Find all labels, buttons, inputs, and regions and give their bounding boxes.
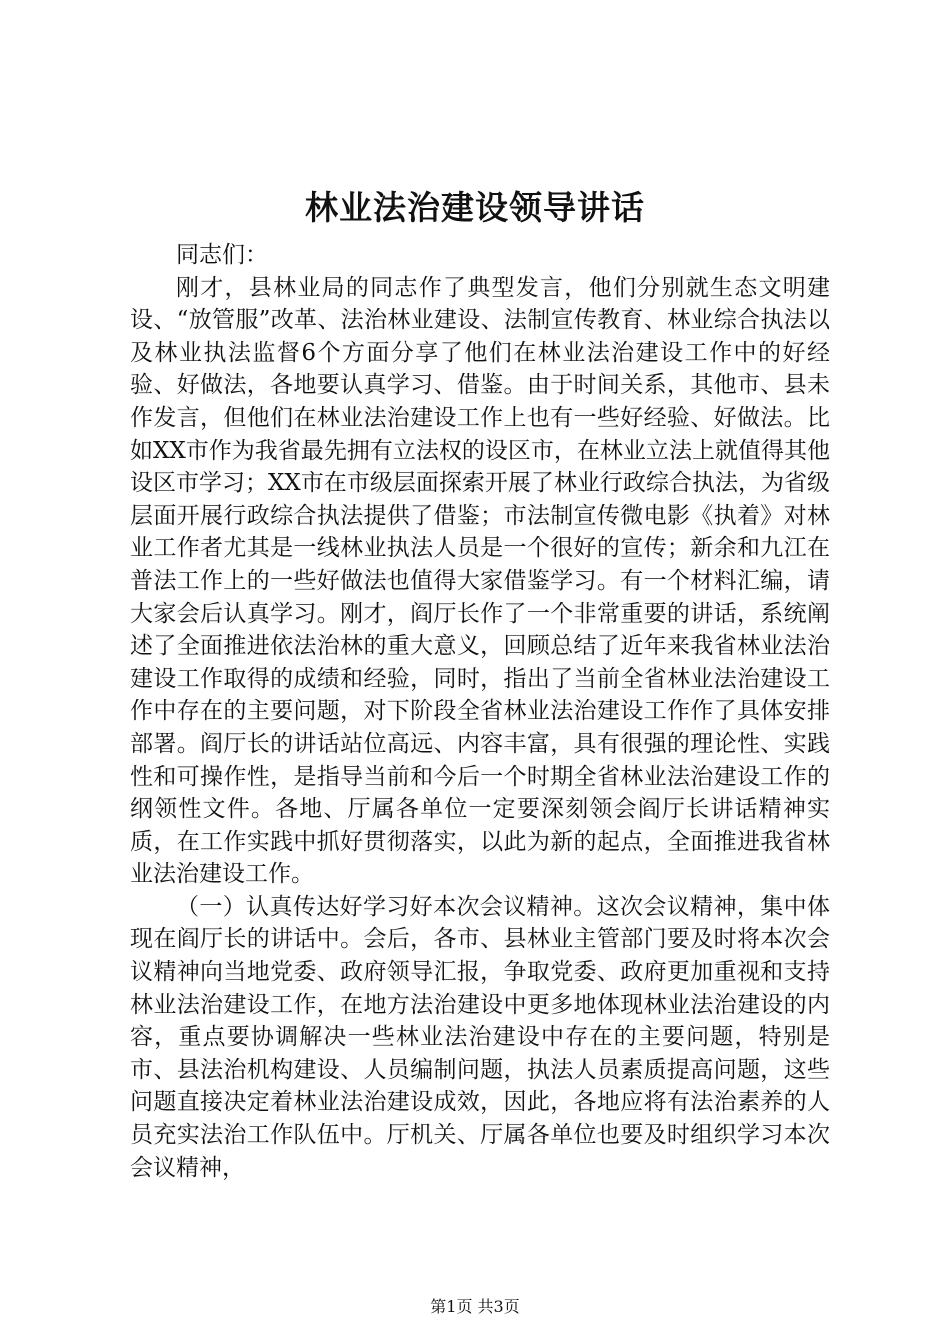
paragraph-2: （一）认真传达好学习好本次会议精神。这次会议精神，集中体现在阎厅长的讲话中。会后，各市、县林业主管部门要及时将本次会议精神向当地党委、政府领导汇报，争取党委、政府更加重视和支持林业法治建设工作，在地方法治建设中更多地体现林业法治建设的内容，重点要协调解决一些林业法治建设中存在的主要问题，特别是市、县法治机构建设、人员编制问题，执法人员素质提高问题，这些问题直接决定着林业法治建设成效，因此，各地应将有法治素养的人员充实法治工作队伍中。厅机关、厅属各单位也要及时组织学习本次会议精神，	[130, 893, 830, 1181]
document-title: 林业法治建设领导讲话	[305, 188, 645, 227]
document-body	[130, 239, 830, 1184]
salutation: 同志们：	[176, 242, 268, 268]
paragraph-1: 刚才，县林业局的同志作了典型发言，他们分别就生态文明建设、“放管服”改革、法治林业建设、法制宣传教育、林业综合执法以及林业执法监督6个方面分享了他们在林业法治建设工作中的好经验、好做法，各地要认真学习、借鉴。由于时间关系，其他市、县未作发言，但他们在林业法治建设工作上也有一些好经验、好做法。比如XX市作为我省最先拥有立法权的设区市，在林业立法上就值得其他设区市学习；XX市在市级层面探索开展了林业行政综合执法，为省级层面开展行政综合执法提供了借鉴；市法制宣传微电影《执着》对林业工作者尤其是一线林业执法人员是一个很好的宣传；新余和九江在普法工作上的一些好做法也值得大家借鉴学习。有一个材料汇编，请大家会后认真学习。刚才，阎厅长作了一个非常重要的讲话，系统阐述了全面推进依法治林的重大意义，回顾总结了近年来我省林业法治建设工作取得的成绩和经验，同时，指出了当前全省林业法治建设工作中存在的主要问题，对下阶段全省林业法治建设工作作了具体安排部署。阎厅长的讲话站位高远、内容丰富，具有很强的理论性、实践性和可操作性，是指导当前和今后一个时期全省林业法治建设工作的纲领性文件。各地、厅属各单位一定要深刻领会阎厅长讲话精神实质，在工作实践中抓好贯彻落实，以此为新的起点，全面推进我省林业法治建设工作。	[130, 274, 830, 888]
page-number-footer: 第1页 共3页	[430, 1297, 520, 1316]
